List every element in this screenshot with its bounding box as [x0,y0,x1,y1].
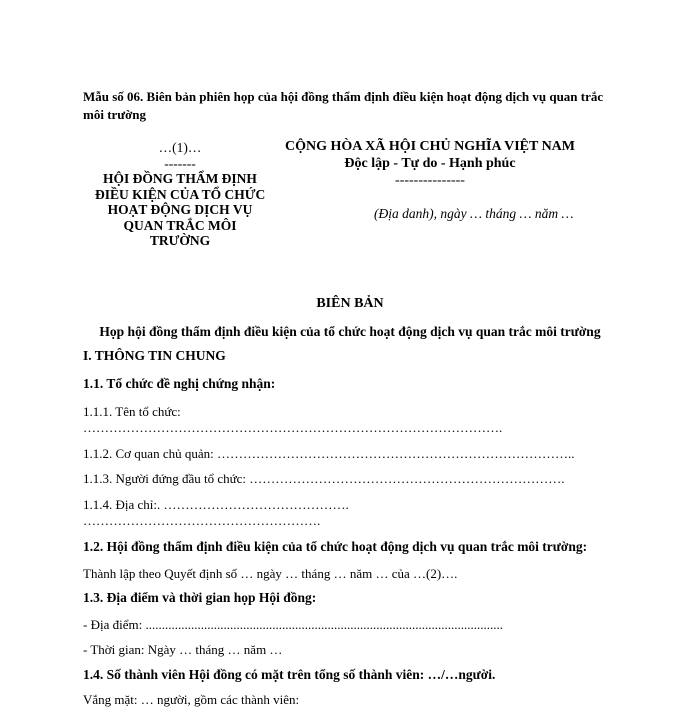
section-heading-general-info: I. THÔNG TIN CHUNG [83,348,226,363]
subsection-heading-attendance: 1.4. Số thành viên Hội đồng có mặt trên tổng số thành viên: …/…người. [83,667,496,682]
document-title: BIÊN BẢN [316,296,384,311]
field-address-dots: ………………………………………………. [83,513,321,528]
council-decision-line: Thành lập theo Quyết định số … ngày … tháng … năm … của …(2)…. [83,566,458,581]
field-organization-name-dots: ……………………………………………………………………………………. [83,420,503,435]
authority-placeholder: …(1)… [158,140,202,155]
authority-name-line: HỘI ĐỒNG THẨM ĐỊNH [103,171,257,186]
nation-name: CỘNG HÒA XÃ HỘI CHỦ NGHĨA VIỆT NAM [284,139,575,154]
subsection-heading-venue-time: 1.3. Địa điểm và thời gian họp Hội đồng: [83,590,317,605]
subsection-heading-applicant: 1.1. Tổ chức đề nghị chứng nhận: [83,376,276,391]
subsection-heading-council: 1.2. Hội đồng thẩm định điều kiện của tổ chức hoạt động dịch vụ quan trắc môi trường: [83,539,588,554]
form-title: Mẫu số 06. Biên bản phiên họp của hội đồng thẩm định điều kiện hoạt động dịch vụ quan trắc môi trường [83,89,604,122]
motto-separator: --------------- [395,173,465,188]
place-date-line: (Địa danh), ngày … tháng … năm … [374,206,574,221]
national-motto: Độc lập - Tự do - Hạnh phúc [344,156,516,171]
document-subtitle: Họp hội đồng thẩm định điều kiện của tổ chức hoạt động dịch vụ quan trắc môi trường [99,324,601,339]
authority-name-line: QUAN TRẮC MÔI [123,217,237,233]
field-meeting-time: - Thời gian: Ngày … tháng … năm … [83,642,283,657]
national-header-block [270,138,590,189]
field-head-of-organization: 1.1.3. Người đứng đầu tổ chức: ………………………………………………………………. [83,471,565,486]
issuing-authority-block [95,140,265,249]
authority-separator: ------- [164,155,196,171]
authority-name-line: ĐIỀU KIỆN CỦA TỔ CHỨC [95,186,266,202]
field-address: 1.1.4. Địa chỉ:. ……………………………………. [83,497,349,512]
authority-name-line: HOẠT ĐỘNG DỊCH VỤ [107,202,253,217]
field-organization-name: 1.1.1. Tên tổ chức: [83,404,181,419]
field-venue: - Địa điểm: .............................................................................................................. [83,617,503,632]
authority-name-line: TRƯỜNG [149,233,211,248]
field-managing-agency: 1.1.2. Cơ quan chủ quản: ……………………………………………………………………….. [83,446,575,461]
field-absent-members: Vắng mặt: … người, gồm các thành viên: [83,692,300,707]
